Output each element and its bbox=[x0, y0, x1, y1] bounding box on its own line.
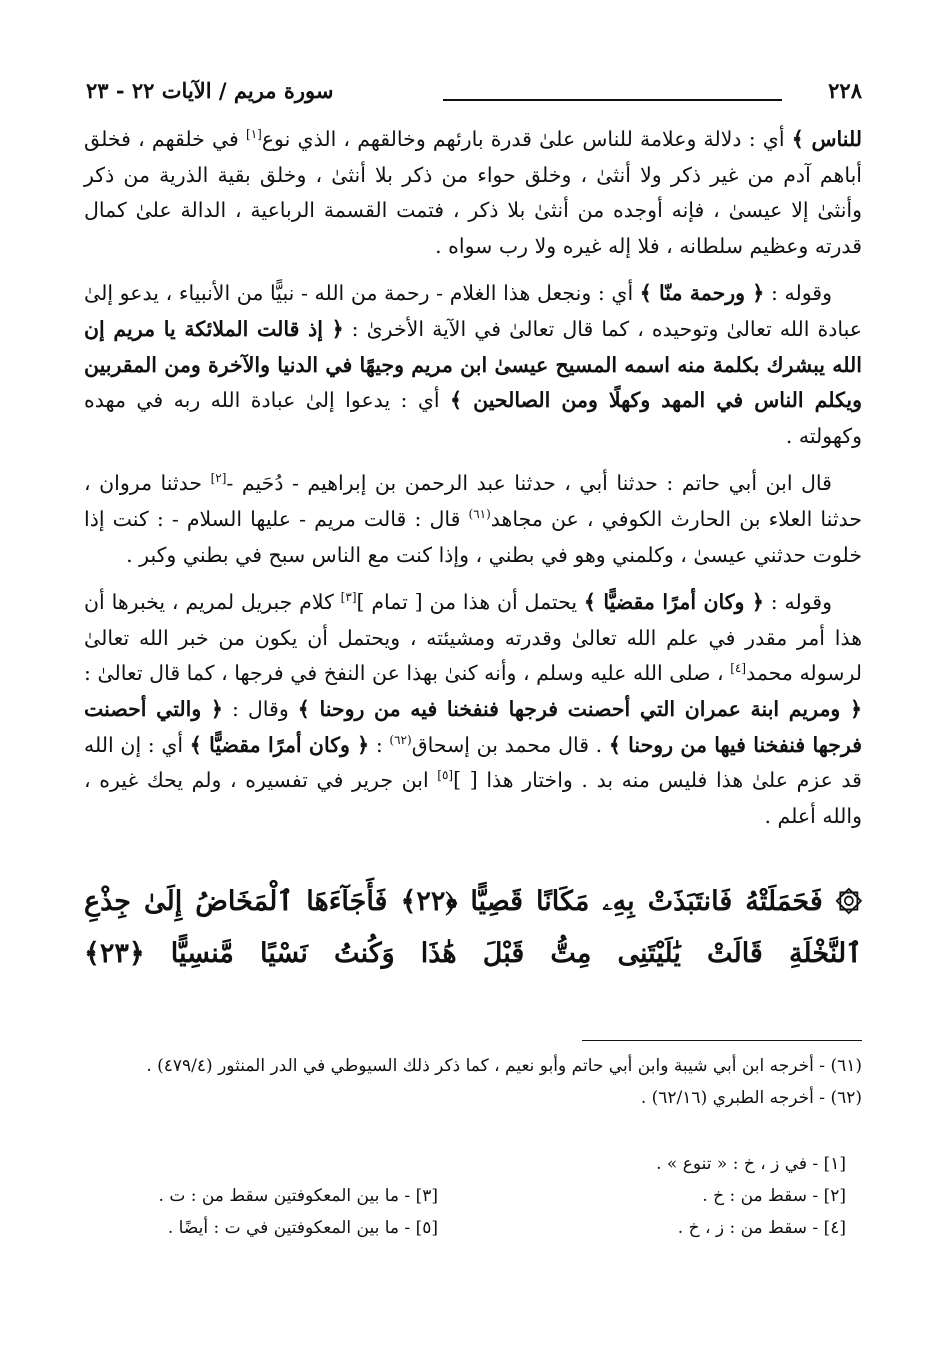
quran-quote: ﴿ وكان أمرًا مقضيًّا ﴾ bbox=[583, 590, 764, 615]
references bbox=[84, 1050, 862, 1114]
text-run: ابن جرير في تفسيره ، ولم يحك غيره ، والله أعلم . bbox=[84, 768, 862, 828]
paragraph bbox=[84, 585, 862, 834]
header-rule bbox=[443, 99, 782, 101]
quran-verse: ۞ فَحَمَلَتْهُ فَانتَبَذَتْ بِهِۦ مَكَانًا قَصِيًّا ﴿٢٢﴾ فَأَجَآءَهَا ٱلْمَخَاضُ إِلَىٰ جِذْعِ ٱلنَّخْلَةِ قَالَتْ يَٰلَيْتَنِى مِتُّ قَبْلَ هَٰذَا وَكُنتُ نَسْيًا مَّنسِيًّا ﴿٢٣﴾ bbox=[84, 886, 862, 969]
page-title: سورة مريم / الآيات ٢٢ - ٢٣ bbox=[86, 77, 334, 103]
page-header bbox=[86, 70, 862, 110]
text-run: أي : دلالة وعلامة للناس علىٰ قدرة بارئهم وخالقهم ، الذي نوع bbox=[261, 127, 792, 151]
paragraph bbox=[84, 466, 862, 573]
text-run: أي : ونجعل هذا الغلام - رحمة من الله - نبيًّا من الأنبياء ، يدعو إلىٰ عبادة الله تعالىٰ وتوحيده ، كما قال تعالىٰ في الآية الأخرىٰ : bbox=[84, 281, 862, 341]
footnote: [٣] - ما بين المعكوفتين سقط من : ت . bbox=[158, 1186, 438, 1206]
footnote-marker: [١] bbox=[246, 127, 262, 142]
text-run: وقوله : bbox=[764, 281, 833, 306]
text-run: كلام جبريل لمريم ، يخبرها أن هذا أمر مقدر في علم الله تعالىٰ وقدرته ومشيئته ، ويحتمل أن يكون من خبر الله تعالىٰ لرسوله محمد bbox=[84, 590, 863, 686]
text-run: أي : إن الله قد عزم علىٰ هذا فليس منه بد . واختار هذا [ ] bbox=[84, 732, 862, 793]
footnote: [٢] - سقط من : خ . bbox=[702, 1186, 846, 1206]
quran-quote: ﴿ ورحمة منّا ﴾ bbox=[639, 281, 765, 306]
footnote-rule bbox=[582, 1040, 862, 1041]
footnote-marker: (٦١) bbox=[468, 507, 491, 522]
text-run: قال ابن أبي حاتم : حدثنا أبي ، حدثنا عبد الرحمن بن إبراهيم - دُحَيم - bbox=[226, 471, 832, 496]
reference-61: (٦١) - أخرجه ابن أبي شيبة وابن أبي حاتم وأبو نعيم ، كما ذكر ذلك السيوطي في الدر المنثور (٤٧٩/٤) . bbox=[146, 1056, 862, 1076]
footnote-marker: [٢] bbox=[210, 471, 227, 486]
footnote-row bbox=[110, 1148, 846, 1180]
text-run: وقال : bbox=[222, 696, 298, 721]
footnote-marker: [٣] bbox=[340, 590, 357, 605]
reference-62: (٦٢) - أخرجه الطبري (٦٢/١٦) . bbox=[640, 1088, 862, 1108]
text-run: : bbox=[369, 732, 390, 757]
footnote-row bbox=[110, 1180, 846, 1212]
paragraph bbox=[84, 122, 862, 264]
footnote-marker: [٥] bbox=[437, 768, 454, 783]
footnote-marker: [٤] bbox=[730, 661, 747, 676]
footnote: [١] - في ز ، خ : « تنوع » . bbox=[656, 1154, 846, 1174]
text-run: . قال محمد بن إسحاق bbox=[411, 732, 609, 757]
text-run: يحتمل أن هذا من [ تمام ] bbox=[356, 590, 584, 615]
quran-quote: ﴿ ومريم ابنة عمران التي أحصنت فرجها فنفخنا فيه من روحنا ﴾ bbox=[297, 696, 862, 721]
quran-quote: ﴿ والتي أحصنت فرجها فنفخنا فيها من روحنا ﴾ bbox=[84, 696, 862, 757]
footnotes bbox=[110, 1148, 846, 1244]
text-run: أي : يدعوا إلىٰ عبادة الله ربه في مهده وكهولته . bbox=[84, 388, 862, 448]
paragraph bbox=[84, 276, 862, 454]
text-run: ، صلى الله عليه وسلم ، وأنه كنىٰ بهذا عن النفخ في فرجها ، كما قال تعالىٰ : bbox=[84, 661, 731, 686]
quran-quote: ﴿ إذ قالت الملائكة يا مريم إن الله يبشرك بكلمة منه اسمه المسيح عيسىٰ ابن مريم وجيهًا في الدنيا والآخرة ومن المقربين ويكلم الناس في المهد وكهلًا ومن الصالحين ﴾ bbox=[84, 316, 862, 413]
footnote-row bbox=[110, 1212, 846, 1244]
footnote-marker: (٦٢) bbox=[389, 732, 412, 747]
text-run: قال : قالت مريم - عليها السلام - : كنت إذا خلوت حدثني عيسىٰ ، وكلمني وهو في بطني ، وإذا كنت مع الناس سبح في بطني وكبر . bbox=[84, 506, 862, 567]
footnote: [٥] - ما بين المعكوفتين في ت : أيضًا . bbox=[167, 1218, 438, 1238]
text-run: في خلقهم ، فخلق أباهم آدم من غير ذكر ولا أنثىٰ ، وخلق حواء من ذكر بلا أنثىٰ ، وخلق بقية الذرية من ذكر وأنثىٰ إلا عيسىٰ ، فإنه أوجده من أنثىٰ بلا ذكر ، فتمت القسمة الرباعية ، الدالة علىٰ كمال قدرته وعظيم سلطانه ، فلا إله غيره ولا رب سواه . bbox=[84, 127, 862, 258]
quran-quote: للناس ﴾ bbox=[791, 127, 862, 151]
text-run: حدثنا مروان ، حدثنا العلاء بن الحارث الكوفي ، عن مجاهد bbox=[84, 471, 862, 531]
body-text bbox=[84, 122, 862, 846]
text-run: وقوله : bbox=[763, 590, 832, 615]
page-number: ٢٢٨ bbox=[828, 77, 862, 103]
quran-quote: ﴿ وكان أمرًا مقضيًّا ﴾ bbox=[189, 732, 370, 757]
footnote: [٤] - سقط من : ز ، خ . bbox=[677, 1218, 846, 1238]
